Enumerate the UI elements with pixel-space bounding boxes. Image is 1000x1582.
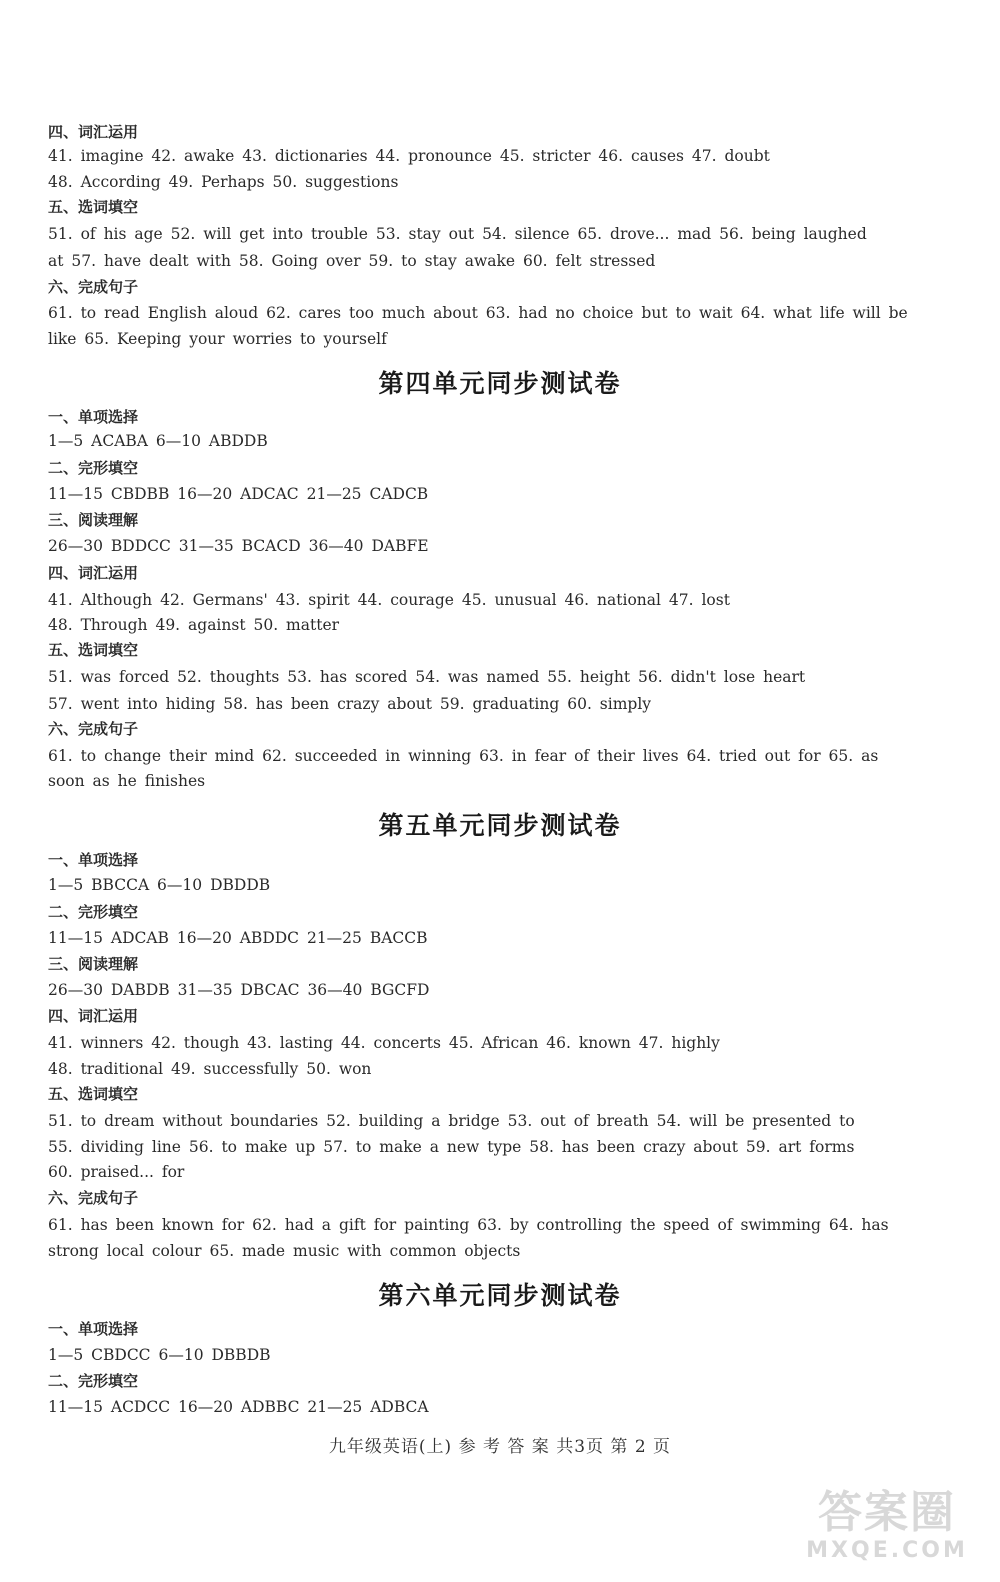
watermark-logo [792, 1488, 982, 1572]
section-heading: 二、完形填空 [48, 1372, 139, 1390]
watermark-text: 答案圈 [818, 1487, 956, 1538]
answer-line: 61. has been known for 62. had a gift for painting 63. by controlling the speed of swimming 64. has [48, 1216, 889, 1234]
watermark-url: MXQE.COM [806, 1538, 968, 1563]
unit-title: 第四单元同步测试卷 [378, 369, 622, 398]
section-heading: 四、词汇运用 [48, 564, 139, 582]
answer-line: 48. According 49. Perhaps 50. suggestions [48, 173, 399, 191]
section-heading: 六、完成句子 [48, 278, 139, 296]
answer-line: 26—30 DABDB 31—35 DBCAC 36—40 BGCFD [48, 981, 430, 999]
answer-line: 1—5 BBCCA 6—10 DBDDB [48, 876, 271, 894]
section-heading: 一、单项选择 [48, 1320, 139, 1338]
section-heading: 二、完形填空 [48, 459, 139, 477]
answer-line: 41. imagine 42. awake 43. dictionaries 44. pronounce 45. stricter 46. causes 47. doubt [48, 147, 770, 165]
answer-line: 61. to change their mind 62. succeeded in winning 63. in fear of their lives 64. tried out for 65. as [48, 747, 879, 765]
section-heading: 五、选词填空 [48, 1085, 139, 1103]
answer-line: soon as he finishes [48, 772, 206, 790]
section-heading: 六、完成句子 [48, 720, 139, 738]
section-heading: 六、完成句子 [48, 1189, 139, 1207]
answer-line: 61. to read English aloud 62. cares too much about 63. had no choice but to wait 64. what life will be [48, 304, 908, 322]
answer-line: 11—15 ACDCC 16—20 ADBBC 21—25 ADBCA [48, 1398, 429, 1416]
answer-line: 41. Although 42. Germans' 43. spirit 44. courage 45. unusual 46. national 47. lost [48, 591, 730, 609]
answer-line: 1—5 ACABA 6—10 ABDDB [48, 432, 268, 450]
answer-line: strong local colour 65. made music with common objects [48, 1242, 521, 1260]
answer-line: 48. traditional 49. successfully 50. won [48, 1060, 372, 1078]
answer-line: 55. dividing line 56. to make up 57. to make a new type 58. has been crazy about 59. art forms [48, 1138, 855, 1156]
section-heading: 三、阅读理解 [48, 511, 139, 529]
section-heading: 五、选词填空 [48, 198, 139, 216]
answer-line: 60. praised... for [48, 1163, 185, 1181]
section-heading: 一、单项选择 [48, 851, 139, 869]
section-heading: 三、阅读理解 [48, 955, 139, 973]
unit-title: 第六单元同步测试卷 [378, 1281, 622, 1310]
section-heading: 一、单项选择 [48, 408, 139, 426]
unit-title: 第五单元同步测试卷 [378, 811, 622, 840]
page-footer: 九年级英语(上) 参 考 答 案 共3页 第 2 页 [328, 1437, 672, 1457]
answer-line: 26—30 BDDCC 31—35 BCACD 36—40 DABFE [48, 537, 429, 555]
section-heading: 四、词汇运用 [48, 123, 139, 141]
answer-line: 41. winners 42. though 43. lasting 44. concerts 45. African 46. known 47. highly [48, 1034, 720, 1052]
answer-line: 1—5 CBDCC 6—10 DBBDB [48, 1346, 271, 1364]
section-heading: 二、完形填空 [48, 903, 139, 921]
answer-line: 48. Through 49. against 50. matter [48, 616, 340, 634]
answer-line: 57. went into hiding 58. has been crazy about 59. graduating 60. simply [48, 695, 652, 713]
answer-line: 11—15 CBDBB 16—20 ADCAC 21—25 CADCB [48, 485, 429, 503]
answer-line: 51. to dream without boundaries 52. building a bridge 53. out of breath 54. will be presented to [48, 1112, 855, 1130]
answer-line: 11—15 ADCAB 16—20 ABDDC 21—25 BACCB [48, 929, 428, 947]
section-heading: 四、词汇运用 [48, 1007, 139, 1025]
section-heading: 五、选词填空 [48, 641, 139, 659]
answer-line: at 57. have dealt with 58. Going over 59. to stay awake 60. felt stressed [48, 252, 656, 270]
answer-line: 51. was forced 52. thoughts 53. has scored 54. was named 55. height 56. didn't lose heart [48, 668, 806, 686]
answer-line: 51. of his age 52. will get into trouble 53. stay out 54. silence 65. drove... mad 56. being laughed [48, 225, 867, 243]
answer-line: like 65. Keeping your worries to yourself [48, 330, 387, 348]
